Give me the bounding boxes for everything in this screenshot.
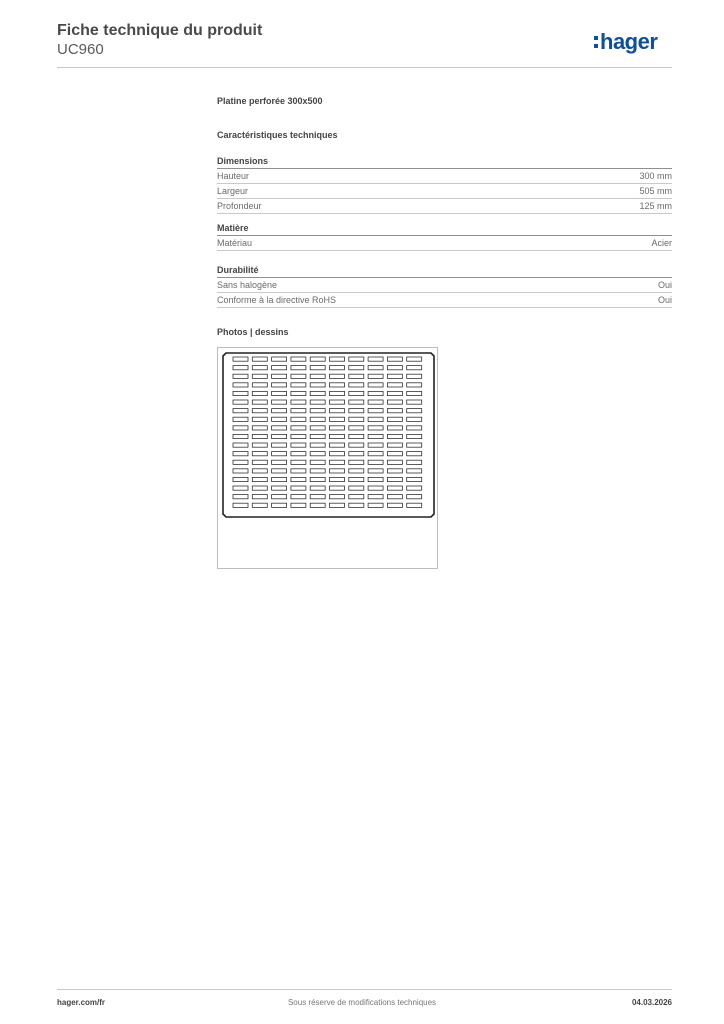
plate-slot [272, 383, 287, 387]
plate-slot [310, 495, 325, 499]
plate-slot [291, 503, 306, 507]
plate-slot [272, 357, 287, 361]
plate-slot [387, 357, 402, 361]
plate-slot [272, 391, 287, 395]
plate-slot [407, 452, 422, 456]
product-drawing-frame [217, 347, 438, 569]
spec-value: 125 mm [639, 201, 672, 211]
plate-slot [252, 366, 267, 370]
spec-value: 300 mm [639, 171, 672, 181]
plate-slot [310, 469, 325, 473]
spec-row [217, 184, 672, 199]
plate-slot [387, 486, 402, 490]
plate-slot [407, 503, 422, 507]
plate-slot [349, 426, 364, 430]
plate-slot [310, 391, 325, 395]
logo-colon-icon [594, 34, 598, 50]
plate-slot [349, 486, 364, 490]
spec-label: Largeur [217, 186, 249, 196]
plate-slot [252, 383, 267, 387]
plate-slot [387, 477, 402, 481]
plate-slot [368, 460, 383, 464]
plate-slot [368, 357, 383, 361]
plate-slot [349, 477, 364, 481]
plate-slot [387, 409, 402, 413]
plate-slot [407, 357, 422, 361]
plate-slot [291, 366, 306, 370]
plate-slot [310, 366, 325, 370]
plate-slot [233, 452, 248, 456]
plate-slot [368, 486, 383, 490]
plate-slot [387, 503, 402, 507]
spec-label: Conforme à la directive RoHS [217, 295, 337, 305]
plate-slot [330, 400, 345, 404]
spec-value: Acier [651, 238, 672, 248]
plate-slot [407, 434, 422, 438]
plate-slot [368, 477, 383, 481]
plate-slot [368, 443, 383, 447]
footer-divider [57, 989, 672, 990]
plate-slot [272, 426, 287, 430]
plate-slot [349, 434, 364, 438]
footer-website-link[interactable]: hager.com/fr [57, 998, 106, 1007]
plate-slot [272, 503, 287, 507]
plate-slot [387, 452, 402, 456]
spec-value: 505 mm [639, 186, 672, 196]
plate-slot [387, 366, 402, 370]
plate-slot [407, 469, 422, 473]
plate-slot [252, 443, 267, 447]
plate-slot [349, 417, 364, 421]
plate-slot [368, 417, 383, 421]
plate-slot [310, 486, 325, 490]
plate-slot [330, 486, 345, 490]
plate-slot [310, 434, 325, 438]
plate-slot [252, 400, 267, 404]
spec-value: Oui [657, 295, 672, 305]
plate-slot [233, 357, 248, 361]
plate-slot [233, 495, 248, 499]
plate-slot [330, 477, 345, 481]
plate-slot [330, 409, 345, 413]
plate-slot [387, 434, 402, 438]
plate-slot [407, 426, 422, 430]
spec-row [217, 199, 672, 214]
plate-slot [407, 409, 422, 413]
plate-slot [272, 469, 287, 473]
plate-slot [310, 426, 325, 430]
plate-slot [310, 383, 325, 387]
plate-slot [349, 383, 364, 387]
plate-slot [368, 434, 383, 438]
plate-slot [252, 434, 267, 438]
plate-slot [387, 374, 402, 378]
plate-slot [387, 495, 402, 499]
plate-slot [233, 486, 248, 490]
plate-slot [272, 495, 287, 499]
logo-text: hager [600, 29, 658, 54]
spec-group-dimensions [217, 154, 672, 214]
plate-slot [310, 477, 325, 481]
plate-slot [330, 366, 345, 370]
plate-slot [349, 400, 364, 404]
plate-slot [252, 374, 267, 378]
plate-slot [252, 426, 267, 430]
plate-slot [233, 434, 248, 438]
plate-slot [387, 400, 402, 404]
plate-slot [368, 426, 383, 430]
plate-slot [407, 477, 422, 481]
plate-slot [330, 460, 345, 464]
product-reference: UC960 [57, 41, 104, 58]
plate-slot [310, 443, 325, 447]
plate-slot [291, 400, 306, 404]
plate-slot [349, 469, 364, 473]
plate-slot [349, 452, 364, 456]
plate-slot [330, 391, 345, 395]
plate-slot [233, 409, 248, 413]
plate-slot [252, 391, 267, 395]
plate-slot [291, 443, 306, 447]
plate-slot [233, 469, 248, 473]
plate-slot [330, 383, 345, 387]
plate-slot [349, 503, 364, 507]
plate-slot [407, 366, 422, 370]
plate-slot [407, 383, 422, 387]
plate-slot [310, 417, 325, 421]
plate-slot [233, 374, 248, 378]
plate-slot [368, 400, 383, 404]
plate-slot [330, 426, 345, 430]
plate-slot [252, 409, 267, 413]
plate-slot [291, 357, 306, 361]
plate-slot [387, 426, 402, 430]
plate-slot [407, 460, 422, 464]
plate-slot [233, 477, 248, 481]
plate-slot [310, 409, 325, 413]
spec-label: Profondeur [217, 201, 262, 211]
plate-slot [252, 452, 267, 456]
plate-slot [330, 452, 345, 456]
photos-title: Photos | dessins [217, 327, 289, 337]
plate-slot [368, 383, 383, 387]
spec-label: Hauteur [217, 171, 250, 181]
plate-slot [368, 391, 383, 395]
plate-slot [233, 391, 248, 395]
spec-value: Oui [657, 280, 672, 290]
plate-slot [349, 495, 364, 499]
plate-slot [407, 391, 422, 395]
plate-slot [272, 409, 287, 413]
plate-slot [407, 400, 422, 404]
spec-row [217, 278, 672, 293]
plate-slot [349, 366, 364, 370]
plate-slot [272, 452, 287, 456]
plate-slot [387, 443, 402, 447]
section-title: Caractéristiques techniques [217, 130, 338, 140]
plate-slot [291, 477, 306, 481]
plate-slot [387, 417, 402, 421]
plate-slot [368, 495, 383, 499]
plate-slot [272, 477, 287, 481]
page-title: Fiche technique du produit [57, 22, 263, 39]
plate-slot [387, 460, 402, 464]
plate-slot [407, 443, 422, 447]
plate-slot [233, 400, 248, 404]
plate-slot [368, 452, 383, 456]
plate-slot [330, 374, 345, 378]
plate-slot [387, 391, 402, 395]
plate-slot [291, 374, 306, 378]
plate-slot [330, 503, 345, 507]
plate-slot [272, 434, 287, 438]
perforated-plate-drawing [218, 348, 437, 568]
group-title: Durabilité [217, 263, 672, 278]
plate-slot [233, 503, 248, 507]
spec-row [217, 169, 672, 184]
plate-slot [330, 417, 345, 421]
plate-slot [291, 434, 306, 438]
plate-slot [272, 486, 287, 490]
plate-slot [407, 417, 422, 421]
spec-group-material [217, 221, 672, 251]
spec-label: Matériau [217, 238, 253, 248]
brand-logo [594, 29, 657, 55]
plate-slot [252, 477, 267, 481]
plate-slot [349, 460, 364, 464]
plate-slot [310, 357, 325, 361]
plate-slot [368, 374, 383, 378]
spec-row [217, 236, 672, 251]
plate-slot [368, 366, 383, 370]
plate-slot [233, 383, 248, 387]
plate-slot [330, 357, 345, 361]
plate-slot [233, 460, 248, 464]
plate-slot [272, 443, 287, 447]
plate-slot [349, 409, 364, 413]
plate-slot [291, 460, 306, 464]
plate-slot [349, 391, 364, 395]
plate-slot [330, 443, 345, 447]
plate-slot [407, 495, 422, 499]
header-divider [57, 67, 672, 68]
plate-slot [252, 486, 267, 490]
plate-slot [252, 357, 267, 361]
plate-slot [310, 503, 325, 507]
plate-slot [233, 426, 248, 430]
spec-group-durability [217, 263, 672, 308]
plate-slot [252, 417, 267, 421]
product-name: Platine perforée 300x500 [217, 96, 323, 106]
plate-slot [291, 495, 306, 499]
plate-slot [291, 383, 306, 387]
plate-slot [272, 400, 287, 404]
plate-slot [330, 469, 345, 473]
plate-slot [407, 486, 422, 490]
plate-slot [252, 503, 267, 507]
plate-slot [291, 486, 306, 490]
plate-slot [272, 417, 287, 421]
plate-slot [407, 374, 422, 378]
spec-row [217, 293, 672, 308]
footer-date: 04.03.2026 [631, 998, 672, 1007]
plate-slot [291, 409, 306, 413]
plate-slot [252, 495, 267, 499]
plate-slot [330, 434, 345, 438]
plate-slot [233, 443, 248, 447]
plate-slot [330, 495, 345, 499]
plate-slot [291, 391, 306, 395]
plate-slot [368, 503, 383, 507]
plate-slot [233, 417, 248, 421]
plate-slot [349, 357, 364, 361]
plate-slot [349, 374, 364, 378]
group-title: Dimensions [217, 154, 672, 169]
plate-slot [272, 366, 287, 370]
plate-slot [310, 400, 325, 404]
group-title: Matière [217, 221, 672, 236]
footer-disclaimer: Sous réserve de modifications techniques [287, 998, 437, 1007]
plate-slot [252, 469, 267, 473]
plate-slot [368, 469, 383, 473]
plate-slot [291, 452, 306, 456]
plate-slot [291, 469, 306, 473]
plate-slot [291, 426, 306, 430]
spec-label: Sans halogène [217, 280, 278, 290]
plate-slot [349, 443, 364, 447]
plate-slot [291, 417, 306, 421]
plate-slot [387, 469, 402, 473]
plate-slot [252, 460, 267, 464]
plate-slot [233, 366, 248, 370]
plate-slot [387, 383, 402, 387]
plate-slot [272, 374, 287, 378]
plate-slot [310, 374, 325, 378]
plate-slot [368, 409, 383, 413]
plate-slot [272, 460, 287, 464]
plate-slot [310, 452, 325, 456]
plate-slot [310, 460, 325, 464]
